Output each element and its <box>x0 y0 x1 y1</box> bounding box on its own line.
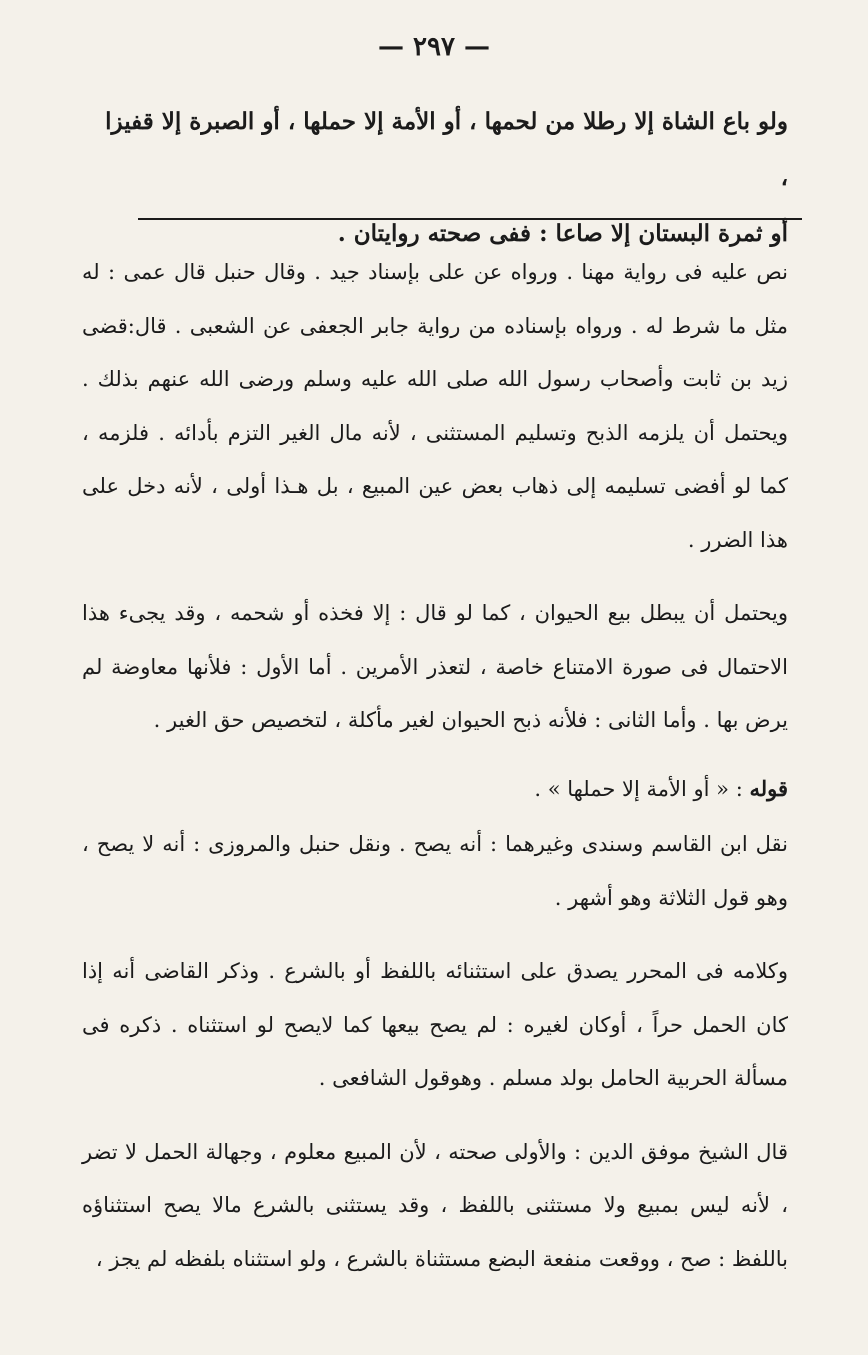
commentary-paragraph-4: وكلامه فى المحرر يصدق على استثنائه باللفظ أو بالشرع . وذكر القاضى أنه إذا كان الحمل حراً ، أوكان لغيره : لم يصح بيعها كما لايصح لو استثناه . ذكره فى مسألة الحربية الحامل بولد مسلم . وهوقول الشافعى . <box>82 959 788 1090</box>
heading-quote: : « أو الأمة إلا حملها » . <box>534 776 750 801</box>
commentary-paragraph-2: ويحتمل أن يبطل بيع الحيوان ، كما لو قال : إلا فخذه أو شحمه ، وقد يجىء هذا الاحتمال فى صورة الامتناع خاصة ، لتعذر الأمرين . أما الأول : فلأنها معاوضة لم يرض بها . وأما الثانى : فلأنه ذبح الحيوان لغير مأكلة ، لتخصيص حق الغير . <box>82 601 788 732</box>
page-number: — ٢٩٧ — <box>377 32 491 62</box>
commentary-paragraph-1: نص عليه فى رواية مهنا . ورواه عن على بإسناد جيد . وقال حنبل قال عمى : له مثل ما شرط له . ورواه بإسناده من رواية جابر الجعفى عن الشعبى . قال:قضى زيد بن ثابت وأصحاب رسول الله صلى الله عليه وسلم ورضى الله عنهم بذلك . ويحتمل أن يلزمه الذبح وتسليم المستثنى ، لأنه مال الغير التزم بأدائه . فلزمه ، كما لو أفضى تسليمه إلى ذهاب بعض عين المبيع ، بل هـذا أولى ، لأنه دخل على هذا الضرر . <box>82 260 788 552</box>
commentary-heading <box>82 762 788 817</box>
heading-keyword: قوله <box>749 775 788 801</box>
main-text-line-2: أو ثمرة البستان إلا صاعا : ففى صحته روايتان . <box>337 220 788 247</box>
commentary-text <box>82 246 788 1286</box>
section-divider <box>138 218 802 220</box>
main-text-line-1: ولو باع الشاة إلا رطلا من لحمها ، أو الأمة إلا حملها ، أو الصبرة إلا قفيزا ، <box>105 108 788 191</box>
commentary-paragraph-5: قال الشيخ موفق الدين : والأولى صحته ، لأن المبيع معلوم ، وجهالة الحمل لا تضر ، لأنه ليس بمبيع ولا مستثنى باللفظ ، وقد يستثنى بالشرع مالا يصح استثناؤه باللفظ : صح ، ووقعت منفعة البضع مستثناة بالشرع ، ولو استثناه بلفظه لم يجز ، <box>82 1139 788 1271</box>
main-text <box>98 94 788 262</box>
commentary-paragraph-3: نقل ابن القاسم وسندى وغيرهما : أنه يصح . ونقل حنبل والمروزى : أنه لا يصح ، وهو قول الثلاثة وهو أشهر . <box>82 832 788 910</box>
